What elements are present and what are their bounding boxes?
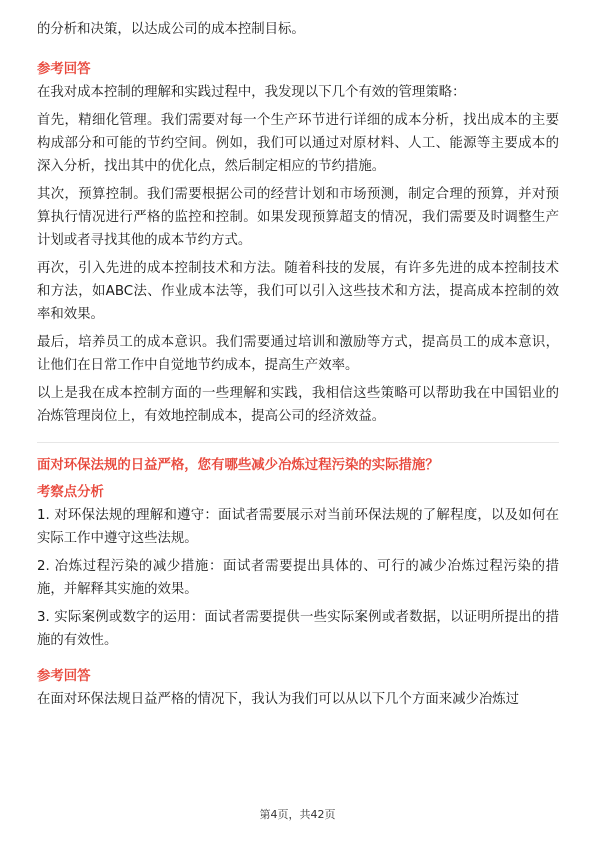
answer2-paragraph: 在面对环保法规日益严格的情况下，我认为我们可以从以下几个方面来减少冶炼过: [37, 692, 520, 707]
question2-title: 面对环保法规的日益严格，您有哪些减少冶炼过程污染的实际措施？: [37, 458, 439, 473]
analysis-heading: 考察点分析: [37, 485, 104, 500]
answer1-heading: 参考回答: [37, 62, 91, 77]
answer1-paragraph: 首先，精细化管理。我们需要对每一个生产环节进行详细的成本分析，找出成本的主要构成部分和可能的节约空间。例如，我们可以通过对原材料、人工、能源等主要成本的深入分析，找出其中的优化点，然后制定相应的节约措施。: [37, 113, 559, 174]
answer1-paragraph: 最后，培养员工的成本意识。我们需要通过培训和激励等方式，提高员工的成本意识，让他们在日常工作中自觉地节约成本，提高生产效率。: [37, 335, 559, 373]
intro-tail-text: 的分析和决策，以达成公司的成本控制目标。: [37, 22, 305, 37]
document-body: [37, 18, 559, 716]
page-number: 第4页，共42页: [259, 808, 336, 821]
answer2-heading: 参考回答: [37, 669, 91, 684]
section-divider: [37, 442, 559, 443]
analysis-item: 1. 对环保法规的理解和遵守：面试者需要展示对当前环保法规的了解程度，以及如何在实际工作中遵守这些法规。: [37, 508, 559, 546]
answer1-paragraph: 再次，引入先进的成本控制技术和方法。随着科技的发展，有许多先进的成本控制技术和方法，如ABC法、作业成本法等，我们可以引入这些技术和方法，提高成本控制的效率和效果。: [37, 261, 559, 322]
answer1-paragraph: 其次，预算控制。我们需要根据公司的经营计划和市场预测，制定合理的预算，并对预算执行情况进行严格的监控和控制。如果发现预算超支的情况，我们需要及时调整生产计划或者寻找其他的成本节约方式。: [37, 187, 559, 248]
answer1-paragraph: 在我对成本控制的理解和实践过程中，我发现以下几个有效的管理策略：: [37, 85, 466, 100]
analysis-item: 2. 冶炼过程污染的减少措施：面试者需要提出具体的、可行的减少冶炼过程污染的措施，并解释其实施的效果。: [37, 559, 559, 597]
answer1-paragraph: 以上是我在成本控制方面的一些理解和实践，我相信这些策略可以帮助我在中国铝业的冶炼管理岗位上，有效地控制成本，提高公司的经济效益。: [37, 386, 559, 424]
analysis-item: 3. 实际案例或数字的运用：面试者需要提供一些实际案例或者数据，以证明所提出的措施的有效性。: [37, 610, 559, 648]
